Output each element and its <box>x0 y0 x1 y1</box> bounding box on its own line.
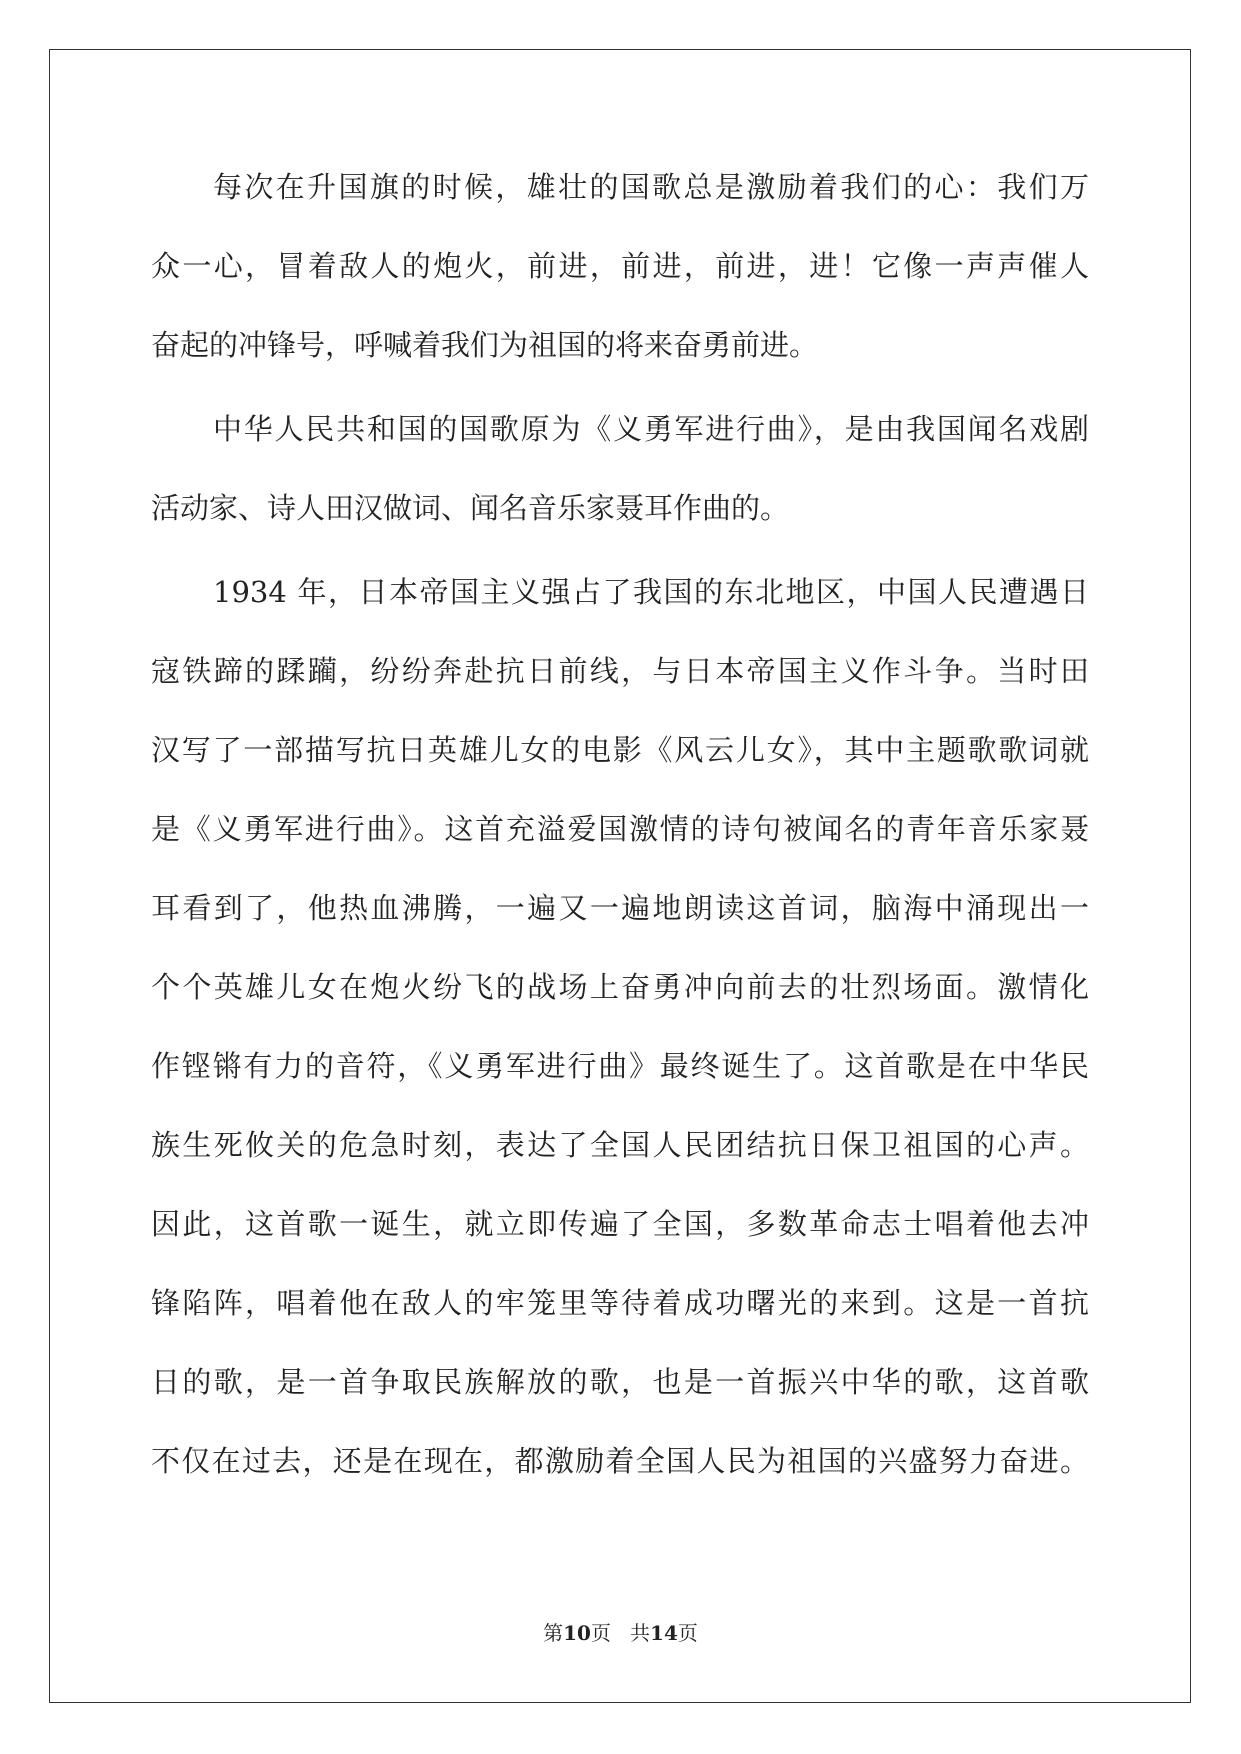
footer-total-suffix: 页 <box>677 1621 698 1645</box>
text-line: 作铿锵有力的音符，《义勇军进行曲》最终诞生了。这首歌是在中华民 <box>151 1049 1089 1083</box>
text-line: 个个英雄儿女在炮火纷飞的战场上奋勇冲向前去的壮烈场面。激情化 <box>151 970 1089 1004</box>
text-line: 是《义勇军进行曲》。这首充溢爱国激情的诗句被闻名的青年音乐家聂 <box>151 812 1089 846</box>
footer-total-prefix: 共 <box>630 1621 651 1645</box>
text-line: 奋起的冲锋号，呼喊着我们为祖国的将来奋勇前进。 <box>151 328 819 362</box>
footer-page-number: 10 <box>563 1621 591 1645</box>
footer-page-suffix: 页 <box>590 1621 611 1645</box>
text-line: 族生死攸关的危急时刻，表达了全国人民团结抗日保卫祖国的心声。 <box>151 1128 1089 1162</box>
text-line: 不仅在过去，还是在现在，都激励着全国人民为祖国的兴盛努力奋进。 <box>151 1444 1089 1478</box>
text-line: 因此，这首歌一诞生，就立即传遍了全国，多数革命志士唱着他去冲 <box>151 1207 1089 1241</box>
paragraph <box>151 148 1089 385</box>
text-line: 汉写了一部描写抗日英雄儿女的电影《风云儿女》，其中主题歌歌词就 <box>151 733 1089 767</box>
text-line: 锋陷阵，唱着他在敌人的牢笼里等待着成功曙光的来到。这是一首抗 <box>151 1286 1089 1320</box>
page-footer <box>0 1621 1241 1645</box>
text-line: 1934 年，日本帝国主义强占了我国的东北地区，中国人民遭遇日 <box>213 575 1089 609</box>
text-line: 耳看到了，他热血沸腾，一遍又一遍地朗读这首词，脑海中涌现出一 <box>151 891 1089 925</box>
paragraph <box>151 390 1089 548</box>
text-line: 每次在升国旗的时候，雄壮的国歌总是激励着我们的心：我们万 <box>213 170 1089 204</box>
document-body <box>151 148 1089 1501</box>
paragraph <box>151 553 1089 1501</box>
text-line: 众一心，冒着敌人的炮火，前进，前进，前进，进！它像一声声催人 <box>151 249 1089 283</box>
text-line: 寇铁蹄的蹂躏，纷纷奔赴抗日前线，与日本帝国主义作斗争。当时田 <box>151 654 1089 688</box>
footer-total-pages: 14 <box>650 1621 678 1645</box>
footer-page-prefix: 第 <box>543 1621 564 1645</box>
text-line: 活动家、诗人田汉做词、闻名音乐家聂耳作曲的。 <box>151 491 790 525</box>
text-line: 中华人民共和国的国歌原为《义勇军进行曲》，是由我国闻名戏剧 <box>213 412 1089 446</box>
text-line: 日的歌，是一首争取民族解放的歌，也是一首振兴中华的歌，这首歌 <box>151 1365 1089 1399</box>
